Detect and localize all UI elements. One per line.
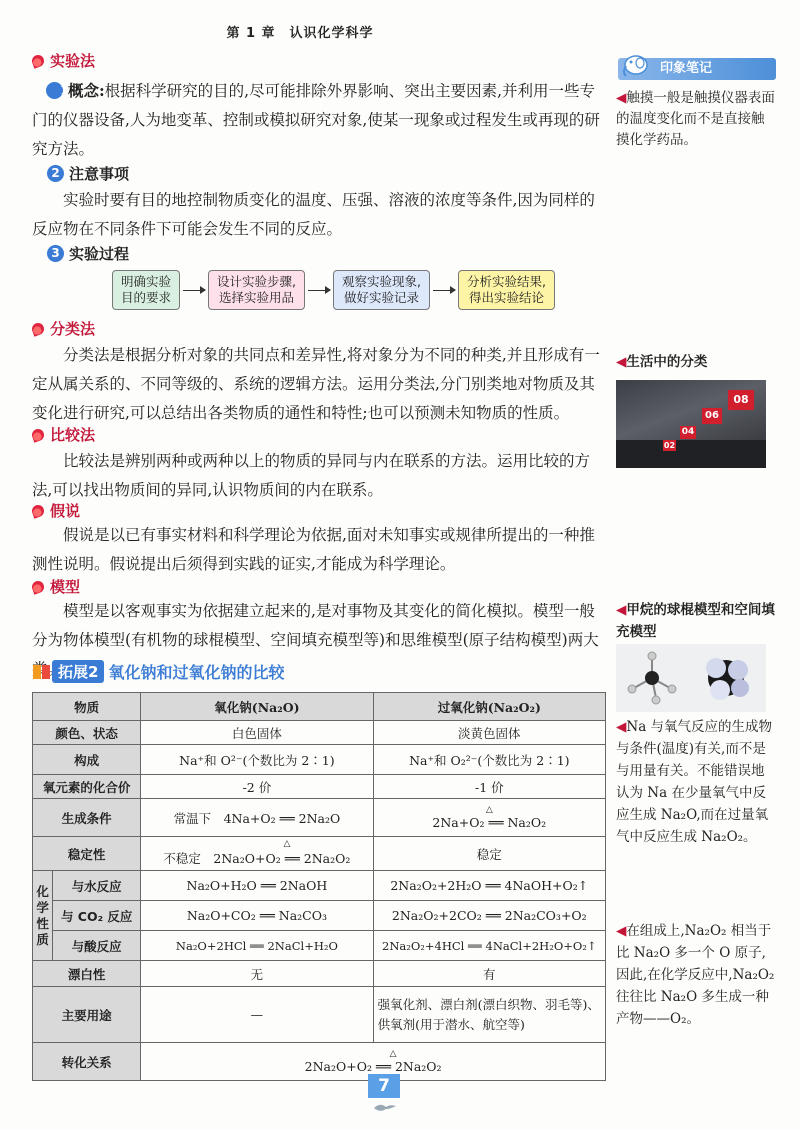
extension-heading: 氧化钠和过氧化钠的比较 bbox=[108, 663, 285, 682]
table-header-cell: 物质 bbox=[33, 693, 141, 721]
book-icon bbox=[32, 663, 52, 681]
side-note-na-oxygen: ◀Na 与氧气反应的生成物与条件(温度)有关,而不是与用量有关。不能错误地认为 Na 在少量氧气中反应生成 Na₂O,而在过量氧气中反应生成 Na₂O₂。 bbox=[616, 719, 773, 845]
chem-group-label: 化学性质 bbox=[33, 871, 53, 961]
elephant-icon bbox=[620, 50, 650, 80]
table-row: 与 CO₂ 反应 Na₂O+CO₂ ══ Na₂CO₃ 2Na₂O₂+2CO₂ ══ 2Na₂CO₃+O₂ bbox=[33, 901, 606, 931]
table-header-cell: 过氧化钠(Na₂O₂) bbox=[373, 693, 605, 721]
comparison-table bbox=[32, 692, 606, 1081]
table-row: 构成 Na⁺和 O²⁻(个数比为 2∶1) Na⁺和 O₂²⁻(个数比为 2∶1) bbox=[33, 745, 606, 775]
flow-step-1: 明确实验 目的要求 bbox=[112, 270, 180, 310]
flow-step-3: 观察实验现象, 做好实验记录 bbox=[333, 270, 430, 310]
photo1-caption: ◀生活中的分类 bbox=[616, 354, 708, 370]
photo2-caption: ◀甲烷的球棍模型和空间填充模型 bbox=[616, 602, 775, 640]
side-note-composition: ◀在组成上,Na₂O₂ 相当于比 Na₂O 多一个 O 原子,因此,在化学反应中,Na₂O₂ 往往比 Na₂O 多生成一种产物——O₂。 bbox=[616, 923, 775, 1027]
section-title-hypothesis: 假说 bbox=[32, 500, 607, 521]
classification-photo bbox=[616, 380, 766, 468]
flame-icon bbox=[30, 503, 45, 518]
table-row: 氧元素的化合价 -2 价 -1 价 bbox=[33, 775, 606, 799]
table-row: 转化关系 △ 2Na₂O+O₂ ══ 2Na₂O₂ bbox=[33, 1043, 606, 1081]
table-row: 漂白性 无 有 bbox=[33, 961, 606, 987]
arrow-icon bbox=[308, 290, 330, 291]
section-title-comparison: 比较法 bbox=[32, 424, 607, 445]
table-header-row bbox=[33, 693, 606, 721]
hypothesis-paragraph: 假说是以已有事实材料和科学理论为依据,面对未知事实或规律所提出的一种推测性说明。假说提出后须得到实践的证实,才能成为科学理论。 bbox=[32, 526, 595, 573]
methane-model-image bbox=[616, 644, 766, 712]
number-1-icon: 1 bbox=[46, 82, 63, 99]
heat-mark: △ bbox=[283, 839, 291, 849]
table-row: 与酸反应 Na₂O+2HCl ══ 2NaCl+H₂O 2Na₂O₂+4HCl ══ 4NaCl+2H₂O+O₂↑ bbox=[33, 931, 606, 961]
notes-paragraph: 实验时要有目的地控制物质变化的温度、压强、溶液的浓度等条件,因为同样的反应物在不同条件下可能会发生不同的反应。 bbox=[32, 191, 595, 238]
chapter-header: 第 1 章 认识化学科学 bbox=[226, 26, 374, 41]
section-title-model: 模型 bbox=[32, 576, 607, 597]
flame-icon bbox=[30, 53, 45, 68]
classification-paragraph: 分类法是根据分析对象的共同点和差异性,将对象分为不同的种类,并且形成有一定从属关系的、不同等级的、系统的逻辑方法。运用分类法,分门别类地对物质及其变化进行研究,可以总结出各类物质的通性和特性;也可以预测未知物质的性质。 bbox=[32, 346, 600, 422]
flow-step-4: 分析实验结果, 得出实验结论 bbox=[458, 270, 555, 310]
note-title: 印象笔记 bbox=[660, 61, 713, 76]
table-row: 颜色、状态 白色固体 淡黄色固体 bbox=[33, 721, 606, 745]
table-row: 化学性质 与水反应 Na₂O+H₂O ══ 2NaOH 2Na₂O₂+2H₂O ══ 4NaOH+O₂↑ bbox=[33, 871, 606, 901]
heat-mark: △ bbox=[389, 1048, 397, 1059]
shelf-label: 02 bbox=[663, 441, 676, 450]
model-paragraph: 模型是以客观事实为依据建立起来的,是对事物及其变化的简化模拟。模型一般分为物体模型(有机物的球棍模型、空间填充模型等)和思维模型(原子结构模型)两大 bbox=[32, 602, 599, 649]
shelf-label: 08 bbox=[728, 390, 754, 410]
arrow-icon bbox=[433, 290, 455, 291]
process-flow bbox=[112, 270, 555, 310]
table-row: 主要用途 — 强氧化剂、漂白剂(漂白织物、羽毛等)、供氧剂(用于潜水、航空等) bbox=[33, 987, 606, 1043]
flame-icon bbox=[30, 321, 45, 336]
comparison-paragraph: 比较法是辨别两种或两种以上的物质的异同与内在联系的方法。运用比较的方法,可以找出物质间的异同,认识物质间的内在联系。 bbox=[32, 452, 591, 499]
page-number: 7 bbox=[368, 1074, 400, 1098]
notes-title: 2 注意事项 bbox=[32, 163, 607, 184]
flame-icon bbox=[30, 427, 45, 442]
flow-step-2: 设计实验步骤, 选择实验用品 bbox=[208, 270, 305, 310]
table-header-cell: 氧化钠(Na₂O) bbox=[141, 693, 373, 721]
concept-paragraph: 1概念:根据科学研究的目的,尽可能排除外界影响、突出主要因素,并利用一些专门的仪器设备,人为地变革、控制或模拟研究对象,使某一现象或过程发生或再现的研究方法。 bbox=[32, 81, 600, 158]
heat-mark: △ bbox=[485, 804, 493, 815]
number-2-icon: 2 bbox=[47, 165, 64, 182]
side-note-touch: ◀触摸一般是触摸仪器表面的温度变化而不是直接触摸化学药品。 bbox=[616, 90, 775, 148]
bird-icon bbox=[372, 1100, 398, 1114]
extension-tag: 拓展2 bbox=[52, 660, 104, 683]
table-row: 生成条件 常温下 4Na+O₂ ══ 2Na₂O △ 2Na+O₂ ══ Na₂O₂ bbox=[33, 799, 606, 837]
flame-icon bbox=[30, 579, 45, 594]
shelf-label: 06 bbox=[702, 408, 722, 424]
section-title-classification: 分类法 bbox=[32, 318, 607, 339]
section-title-experiment: 实验法 bbox=[32, 50, 607, 71]
table-row: 稳定性 △ 不稳定 2Na₂O+O₂ ══ 2Na₂O₂ 稳定 bbox=[33, 837, 606, 871]
shelf-label: 04 bbox=[681, 427, 695, 437]
arrow-icon bbox=[183, 290, 205, 291]
number-3-icon: 3 bbox=[47, 245, 64, 262]
extension-title bbox=[32, 660, 284, 683]
process-title: 3 实验过程 bbox=[32, 243, 607, 264]
